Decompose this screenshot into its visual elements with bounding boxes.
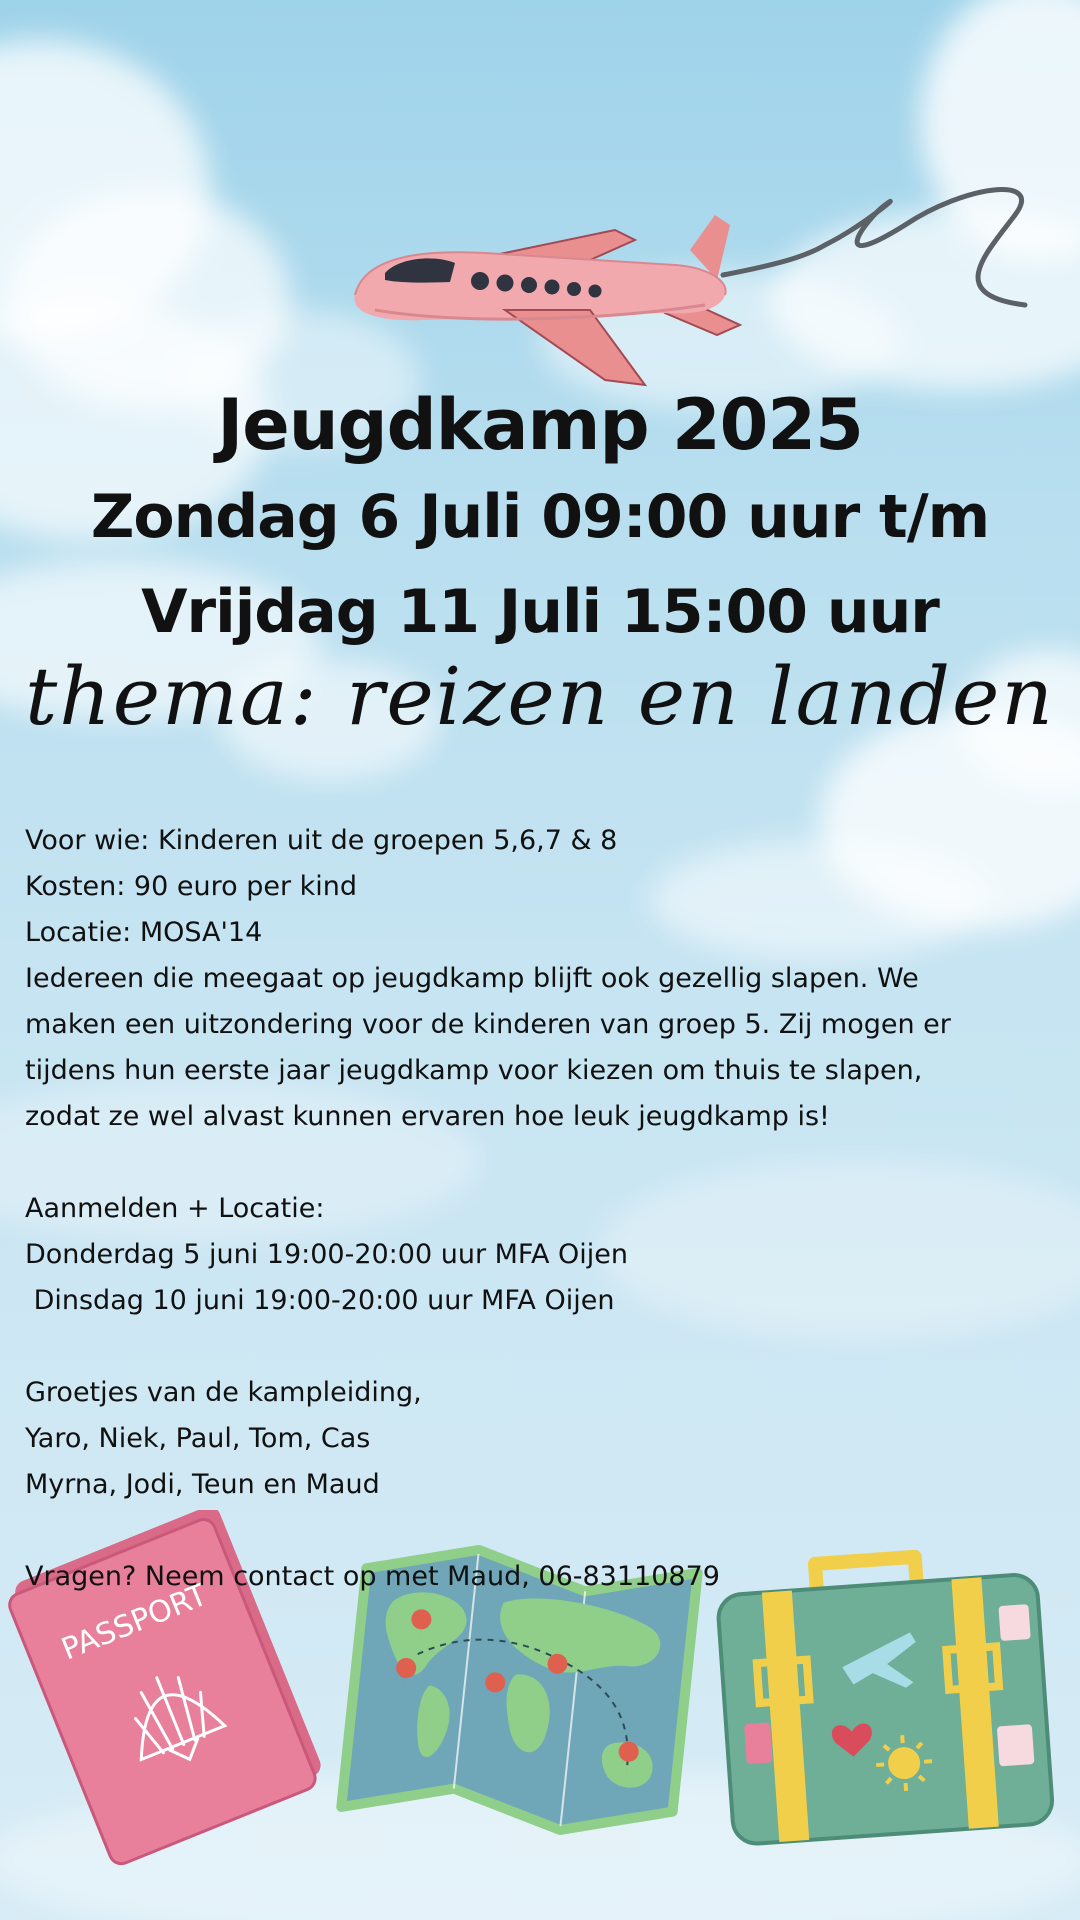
page-title: Jeugdkamp 2025 (217, 384, 863, 466)
description-line: maken een uitzondering voor de kinderen van groep 5. Zij mogen er (25, 1009, 951, 1040)
spacer (25, 1324, 1065, 1370)
suitcase-icon (715, 1548, 1053, 1845)
registration-session: Dinsdag 10 juni 19:00-20:00 uur MFA Oijen (25, 1285, 615, 1316)
info-section (25, 818, 1065, 1508)
audience-text: Voor wie: Kinderen uit de groepen 5,6,7 & 8 (25, 825, 618, 856)
spacer (25, 1140, 1065, 1186)
registration-session: Donderdag 5 juni 19:00-20:00 uur MFA Oijen (25, 1239, 629, 1270)
signoff-names: Yaro, Niek, Paul, Tom, Cas (25, 1423, 371, 1454)
passport-label: PASSPORT (56, 1577, 213, 1668)
signoff-names: Myrna, Jodi, Teun en Maud (25, 1469, 380, 1500)
date-line-start: Zondag 6 Juli 09:00 uur t/m (90, 482, 990, 552)
airplane-icon (345, 185, 1045, 415)
theme-heading: thema: reizen en landen (25, 650, 1055, 743)
costs-text: Kosten: 90 euro per kind (25, 871, 358, 902)
contact-text: Vragen? Neem contact op met Maud, 06-83110879 (25, 1561, 720, 1592)
description-line: zodat ze wel alvast kunnen ervaren hoe leuk jeugdkamp is! (25, 1101, 830, 1132)
signoff-greeting: Groetjes van de kampleiding, (25, 1377, 422, 1408)
description-line: Iedereen die meegaat op jeugdkamp blijft ook gezellig slapen. We (25, 963, 919, 994)
registration-heading: Aanmelden + Locatie: (25, 1193, 325, 1224)
date-line-end: Vrijdag 11 Juli 15:00 uur (141, 577, 939, 647)
location-text: Locatie: MOSA'14 (25, 917, 263, 948)
description-line: tijdens hun eerste jaar jeugdkamp voor kiezen om thuis te slapen, (25, 1055, 923, 1086)
